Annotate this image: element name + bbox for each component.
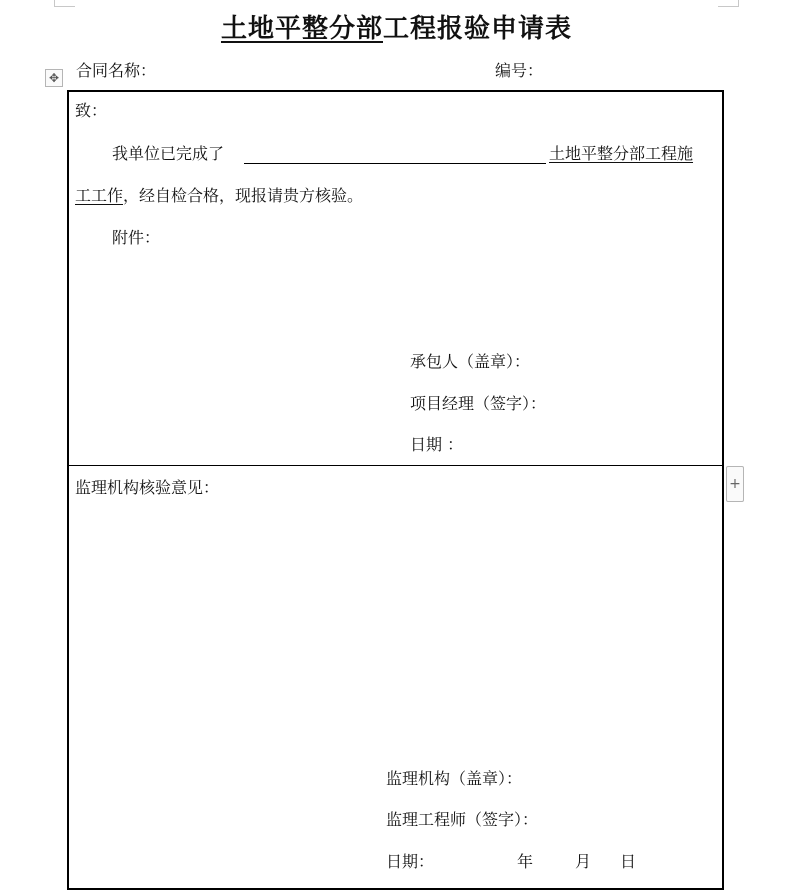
page-corner-mark-right: [718, 0, 739, 7]
inspection-text: ，经自检合格，现报请贵方核验。: [123, 186, 364, 205]
date-month: 月: [575, 852, 592, 871]
attachment-label: 附件：: [112, 228, 161, 247]
supervisor-date-label: 日期：: [386, 852, 435, 871]
move-glyph: ✥: [48, 71, 60, 85]
to-label: 致：: [75, 101, 108, 120]
section-divider: [67, 465, 724, 466]
work-continued-text: 工工作: [75, 186, 124, 205]
number-label: 编号：: [495, 61, 544, 80]
plus-icon: +: [729, 476, 741, 492]
completed-work-text: 土地平整分部工程施: [549, 144, 694, 163]
page-corner-mark-left: [54, 0, 75, 7]
title-underlined-part: 土地平整分部: [220, 14, 383, 44]
supervisor-opinion-label: 监理机构核验意见：: [75, 478, 220, 497]
title-rest-part: 工程报验申请表: [383, 14, 573, 44]
add-row-button[interactable]: [726, 466, 744, 502]
project-manager-label: 项目经理（签字）：: [410, 394, 547, 413]
document-title: [0, 8, 793, 45]
agency-seal-label: 监理机构（盖章）：: [386, 769, 523, 788]
date-day: 日: [620, 852, 637, 871]
date-year: 年: [517, 852, 534, 871]
contractor-date-label: 日期 ：: [410, 435, 464, 454]
completed-prefix: 我单位已完成了: [112, 144, 225, 163]
contractor-seal-label: 承包人（盖章）：: [410, 352, 531, 371]
work-fill-line: [244, 163, 546, 164]
move-icon[interactable]: [45, 69, 63, 87]
contract-name-label: 合同名称：: [76, 61, 157, 80]
inspection-line: [75, 185, 363, 207]
supervising-engineer-label: 监理工程师（签字）：: [386, 810, 539, 829]
